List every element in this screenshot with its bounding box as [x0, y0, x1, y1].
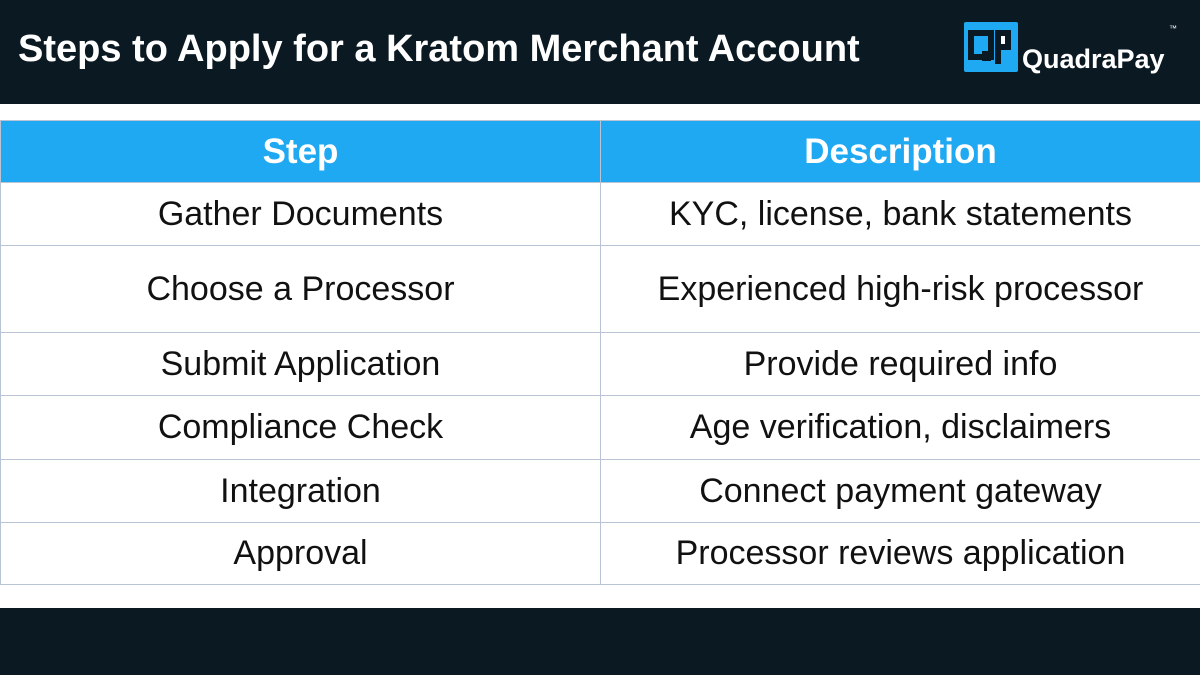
description-cell: Connect payment gateway	[601, 460, 1200, 523]
trademark-symbol: ™	[1169, 24, 1177, 33]
table-row	[1, 246, 1200, 333]
table-row	[1, 396, 1200, 460]
step-cell: Approval	[1, 523, 601, 585]
column-header-description: Description	[601, 121, 1200, 183]
description-cell: KYC, license, bank statements	[601, 183, 1200, 246]
step-cell: Integration	[1, 460, 601, 523]
page-title: Steps to Apply for a Kratom Merchant Account	[18, 28, 860, 70]
table-header-row	[1, 121, 1200, 183]
header-bar	[0, 0, 1200, 104]
quadrapay-logo-icon	[964, 22, 1018, 72]
description-cell: Experienced high-risk processor	[601, 246, 1200, 333]
brand-name: QuadraPay	[1022, 44, 1165, 74]
column-header-step: Step	[1, 121, 601, 183]
table-row	[1, 523, 1200, 585]
step-cell: Compliance Check	[1, 396, 601, 460]
description-cell: Processor reviews application	[601, 523, 1200, 585]
description-cell: Provide required info	[601, 333, 1200, 396]
step-cell: Gather Documents	[1, 183, 601, 246]
step-cell: Submit Application	[1, 333, 601, 396]
table-row	[1, 333, 1200, 396]
steps-table-container	[0, 120, 1200, 585]
description-cell: Age verification, disclaimers	[601, 396, 1200, 460]
table-row	[1, 460, 1200, 523]
brand-logo	[964, 22, 1184, 76]
steps-table	[0, 120, 1200, 585]
footer-bar	[0, 608, 1200, 675]
table-row	[1, 183, 1200, 246]
step-cell: Choose a Processor	[1, 246, 601, 333]
